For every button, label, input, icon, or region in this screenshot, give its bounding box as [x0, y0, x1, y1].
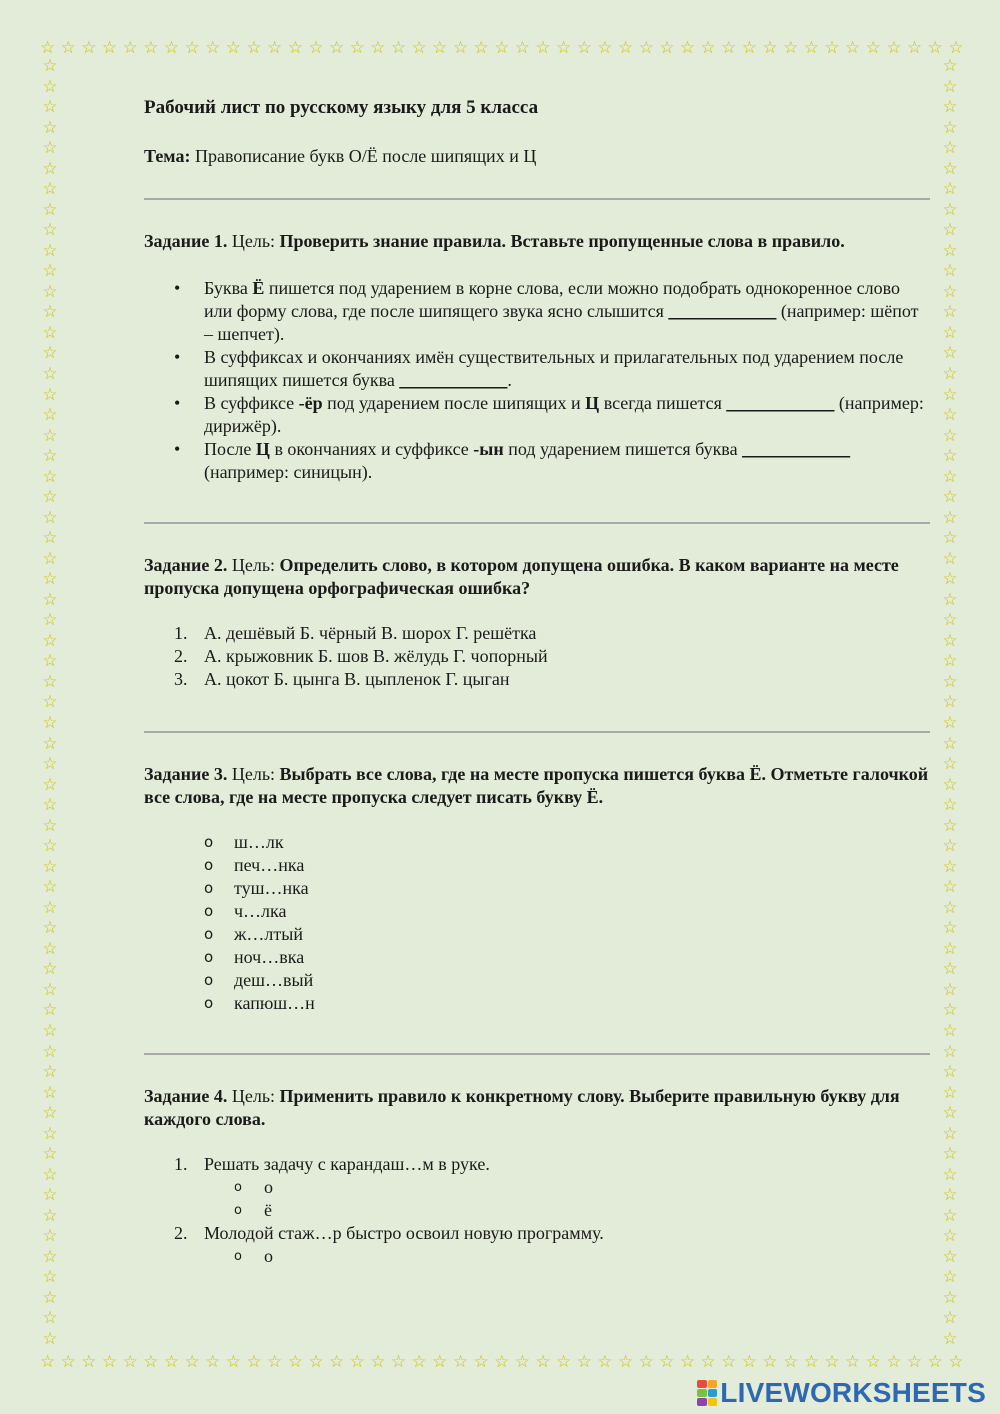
star-outline-icon: ☆ [535, 38, 551, 58]
star-outline-icon: ☆ [42, 76, 58, 97]
star-outline-icon: ☆ [576, 1352, 592, 1372]
star-outline-icon: ☆ [452, 38, 469, 58]
worksheet-topic [144, 145, 930, 168]
question-item: 2. Молодой стаж…р быстро освоил новую программу. o о [144, 1222, 930, 1268]
star-border-right [940, 58, 960, 1348]
star-outline-icon: ☆ [597, 38, 613, 58]
star-outline-icon: ☆ [42, 1185, 58, 1206]
star-outline-icon: ☆ [700, 1352, 716, 1372]
worksheet-title: Рабочий лист по русскому языку для 5 класса [144, 97, 539, 118]
star-outline-icon: ☆ [942, 815, 958, 836]
star-outline-icon: ☆ [42, 1103, 58, 1124]
star-outline-icon: ☆ [783, 1352, 799, 1372]
star-outline-icon: ☆ [942, 1103, 958, 1124]
star-outline-icon: ☆ [597, 1352, 613, 1372]
star-outline-icon: ☆ [556, 1352, 572, 1372]
star-outline-icon: ☆ [42, 733, 58, 754]
star-outline-icon: ☆ [942, 1308, 958, 1329]
star-outline-icon: ☆ [942, 979, 958, 1000]
star-outline-icon: ☆ [81, 38, 97, 58]
star-outline-icon: ☆ [865, 1352, 881, 1372]
task-3-word-list [144, 831, 930, 1015]
fill-blank[interactable]: ____________ [399, 370, 508, 390]
task-3-heading: Задание 3. Цель: Выбрать все слова, где на месте пропуска пишется буква Ё. Отметьте галочкой все слова, где на месте пропуска следует писать букву Ё. [144, 764, 929, 807]
star-outline-icon: ☆ [370, 38, 386, 58]
star-outline-icon: ☆ [42, 302, 58, 323]
star-outline-icon: ☆ [390, 1352, 407, 1372]
option-row[interactable]: 2. А. крыжовник Б. шов В. жёлудь Г. чопорный [174, 646, 548, 666]
star-outline-icon: ☆ [942, 281, 958, 302]
star-outline-icon: ☆ [42, 446, 58, 467]
star-outline-icon: ☆ [942, 1082, 958, 1103]
star-outline-icon: ☆ [942, 836, 958, 857]
star-outline-icon: ☆ [101, 38, 118, 58]
star-outline-icon: ☆ [824, 38, 840, 58]
star-outline-icon: ☆ [942, 856, 958, 877]
star-outline-icon: ☆ [494, 1352, 510, 1372]
star-outline-icon: ☆ [638, 38, 654, 58]
star-outline-icon: ☆ [942, 446, 958, 467]
star-outline-icon: ☆ [42, 959, 58, 980]
star-border-bottom [40, 1354, 964, 1374]
star-outline-icon: ☆ [927, 38, 943, 58]
star-outline-icon: ☆ [942, 733, 958, 754]
word-checkbox[interactable]: o ноч…вка [144, 946, 930, 969]
star-outline-icon: ☆ [349, 38, 365, 58]
star-outline-icon: ☆ [42, 97, 58, 118]
star-outline-icon: ☆ [42, 405, 58, 426]
star-outline-icon: ☆ [659, 38, 675, 58]
star-outline-icon: ☆ [42, 897, 58, 918]
star-outline-icon: ☆ [370, 1352, 386, 1372]
rule-item: • После Ц в окончаниях и суффиксе -ын под ударением пишется буква ____________ (например: синицын). [144, 438, 930, 484]
word-checkbox[interactable]: o туш…нка [144, 877, 930, 900]
star-outline-icon: ☆ [942, 1144, 958, 1165]
star-outline-icon: ☆ [679, 38, 696, 58]
star-outline-icon: ☆ [101, 1352, 118, 1372]
star-outline-icon: ☆ [803, 1352, 819, 1372]
star-outline-icon: ☆ [42, 1226, 58, 1247]
star-outline-icon: ☆ [942, 918, 958, 939]
star-outline-icon: ☆ [42, 548, 58, 569]
star-outline-icon: ☆ [942, 1205, 958, 1226]
star-outline-icon: ☆ [42, 158, 58, 179]
star-outline-icon: ☆ [328, 38, 345, 58]
word-checkbox[interactable]: o ш…лк [144, 831, 930, 854]
star-outline-icon: ☆ [942, 897, 958, 918]
star-outline-icon: ☆ [721, 1352, 737, 1372]
section-divider [144, 1053, 930, 1055]
star-outline-icon: ☆ [942, 1020, 958, 1041]
star-outline-icon: ☆ [942, 405, 958, 426]
star-outline-icon: ☆ [40, 38, 56, 58]
star-outline-icon: ☆ [514, 38, 530, 58]
star-outline-icon: ☆ [42, 610, 58, 631]
star-outline-icon: ☆ [42, 261, 58, 282]
star-outline-icon: ☆ [556, 38, 572, 58]
star-outline-icon: ☆ [942, 1226, 958, 1247]
answer-option[interactable]: o о [204, 1176, 930, 1199]
star-outline-icon: ☆ [942, 671, 958, 692]
task-2-options [144, 622, 930, 691]
topic-text: Правописание букв О/Ё после шипящих и Ц [190, 146, 537, 166]
star-outline-icon: ☆ [942, 507, 958, 528]
star-outline-icon: ☆ [42, 1041, 58, 1062]
star-outline-icon: ☆ [42, 343, 58, 364]
star-outline-icon: ☆ [942, 795, 958, 816]
star-outline-icon: ☆ [942, 384, 958, 405]
star-outline-icon: ☆ [473, 38, 489, 58]
star-outline-icon: ☆ [942, 138, 958, 159]
task-1-heading: Задание 1. Цель: Проверить знание правила. Вставьте пропущенные слова в правило. [144, 231, 845, 251]
star-outline-icon: ☆ [225, 38, 242, 58]
star-outline-icon: ☆ [659, 1352, 675, 1372]
star-outline-icon: ☆ [783, 38, 799, 58]
star-outline-icon: ☆ [42, 692, 58, 713]
star-outline-icon: ☆ [143, 1352, 159, 1372]
star-outline-icon: ☆ [942, 651, 958, 672]
star-outline-icon: ☆ [122, 38, 138, 58]
option-row[interactable]: 3. А. цокот Б. цынга В. цыпленок Г. цыган [174, 669, 510, 689]
star-outline-icon: ☆ [122, 1352, 138, 1372]
star-outline-icon: ☆ [42, 179, 58, 200]
star-outline-icon: ☆ [267, 38, 283, 58]
star-outline-icon: ☆ [942, 528, 958, 549]
star-outline-icon: ☆ [942, 754, 958, 775]
star-outline-icon: ☆ [942, 692, 958, 713]
star-outline-icon: ☆ [287, 1352, 303, 1372]
star-outline-icon: ☆ [42, 281, 58, 302]
liveworksheets-logo-text: LIVEWORKSHEETS [720, 1377, 986, 1408]
word-checkbox[interactable]: o ж…лтый [144, 923, 930, 946]
section-divider [144, 522, 930, 524]
star-outline-icon: ☆ [42, 56, 58, 76]
star-outline-icon: ☆ [942, 630, 958, 651]
star-outline-icon: ☆ [42, 918, 58, 939]
star-outline-icon: ☆ [40, 1352, 56, 1372]
star-outline-icon: ☆ [81, 1352, 97, 1372]
star-outline-icon: ☆ [576, 38, 592, 58]
star-outline-icon: ☆ [184, 38, 200, 58]
star-outline-icon: ☆ [349, 1352, 365, 1372]
star-outline-icon: ☆ [906, 1352, 923, 1372]
word-checkbox[interactable]: o печ…нка [144, 854, 930, 877]
star-outline-icon: ☆ [942, 1287, 958, 1308]
star-outline-icon: ☆ [942, 774, 958, 795]
star-outline-icon: ☆ [886, 1352, 902, 1372]
task-3 [144, 763, 930, 1015]
star-outline-icon: ☆ [42, 1020, 58, 1041]
star-outline-icon: ☆ [411, 1352, 427, 1372]
star-outline-icon: ☆ [844, 38, 861, 58]
star-outline-icon: ☆ [42, 1267, 58, 1288]
task-4-questions [144, 1153, 930, 1268]
star-outline-icon: ☆ [267, 1352, 283, 1372]
task-2 [144, 554, 930, 691]
star-outline-icon: ☆ [942, 1267, 958, 1288]
star-outline-icon: ☆ [942, 1164, 958, 1185]
star-outline-icon: ☆ [390, 38, 407, 58]
star-outline-icon: ☆ [741, 38, 758, 58]
star-outline-icon: ☆ [42, 1164, 58, 1185]
star-outline-icon: ☆ [942, 56, 958, 76]
star-outline-icon: ☆ [42, 1205, 58, 1226]
star-outline-icon: ☆ [942, 1000, 958, 1021]
star-outline-icon: ☆ [60, 1352, 76, 1372]
star-outline-icon: ☆ [948, 1352, 964, 1372]
star-outline-icon: ☆ [42, 1246, 58, 1267]
star-outline-icon: ☆ [42, 569, 58, 590]
star-outline-icon: ☆ [42, 1308, 58, 1329]
star-outline-icon: ☆ [411, 38, 427, 58]
star-outline-icon: ☆ [308, 1352, 324, 1372]
star-outline-icon: ☆ [942, 1185, 958, 1206]
star-outline-icon: ☆ [638, 1352, 654, 1372]
star-outline-icon: ☆ [163, 38, 180, 58]
star-outline-icon: ☆ [942, 589, 958, 610]
star-outline-icon: ☆ [942, 1328, 958, 1349]
star-outline-icon: ☆ [942, 261, 958, 282]
star-outline-icon: ☆ [452, 1352, 469, 1372]
star-outline-icon: ☆ [42, 507, 58, 528]
star-outline-icon: ☆ [42, 938, 58, 959]
star-outline-icon: ☆ [942, 363, 958, 384]
star-outline-icon: ☆ [942, 713, 958, 733]
star-outline-icon: ☆ [42, 979, 58, 1000]
star-outline-icon: ☆ [886, 38, 902, 58]
star-outline-icon: ☆ [803, 38, 819, 58]
star-outline-icon: ☆ [942, 97, 958, 118]
star-outline-icon: ☆ [942, 343, 958, 364]
star-outline-icon: ☆ [42, 836, 58, 857]
star-outline-icon: ☆ [42, 1328, 58, 1349]
answer-options [204, 1176, 930, 1222]
star-outline-icon: ☆ [246, 38, 262, 58]
rule-item: • В суффиксах и окончаниях имён существительных и прилагательных под ударением после шипящих пишется буква ____________. [144, 346, 930, 392]
star-outline-icon: ☆ [42, 774, 58, 795]
fill-blank[interactable]: ____________ [668, 301, 777, 321]
star-outline-icon: ☆ [514, 1352, 530, 1372]
star-outline-icon: ☆ [942, 938, 958, 959]
star-outline-icon: ☆ [42, 363, 58, 384]
star-outline-icon: ☆ [42, 487, 58, 508]
option-row[interactable]: 1. А. дешёвый Б. чёрный В. шорох Г. решётка [174, 623, 537, 643]
star-outline-icon: ☆ [942, 466, 958, 487]
star-outline-icon: ☆ [942, 610, 958, 631]
star-outline-icon: ☆ [42, 528, 58, 549]
star-outline-icon: ☆ [205, 38, 221, 58]
star-outline-icon: ☆ [42, 856, 58, 877]
star-outline-icon: ☆ [42, 466, 58, 487]
section-divider [144, 731, 930, 733]
star-outline-icon: ☆ [163, 1352, 180, 1372]
star-outline-icon: ☆ [42, 651, 58, 672]
star-outline-icon: ☆ [42, 138, 58, 159]
star-outline-icon: ☆ [246, 1352, 262, 1372]
star-outline-icon: ☆ [942, 959, 958, 980]
liveworksheets-logo[interactable] [697, 1378, 986, 1408]
task-1-rules [144, 277, 930, 484]
worksheet-content [144, 96, 930, 1268]
star-border-top [40, 40, 964, 60]
star-outline-icon: ☆ [948, 38, 964, 58]
star-outline-icon: ☆ [494, 38, 510, 58]
star-outline-icon: ☆ [143, 38, 159, 58]
star-outline-icon: ☆ [942, 569, 958, 590]
word-checkbox[interactable]: o деш…вый [144, 969, 930, 992]
star-outline-icon: ☆ [906, 38, 923, 58]
star-outline-icon: ☆ [942, 117, 958, 138]
star-outline-icon: ☆ [42, 1144, 58, 1165]
star-outline-icon: ☆ [432, 38, 448, 58]
answer-options [204, 1245, 930, 1268]
star-outline-icon: ☆ [942, 179, 958, 200]
answer-option[interactable]: o ё [204, 1199, 930, 1222]
star-outline-icon: ☆ [42, 199, 58, 220]
star-outline-icon: ☆ [617, 1352, 634, 1372]
star-outline-icon: ☆ [942, 158, 958, 179]
star-outline-icon: ☆ [824, 1352, 840, 1372]
star-outline-icon: ☆ [225, 1352, 242, 1372]
star-border-left [40, 58, 60, 1348]
star-outline-icon: ☆ [942, 76, 958, 97]
star-outline-icon: ☆ [942, 240, 958, 261]
star-outline-icon: ☆ [762, 38, 778, 58]
word-checkbox[interactable]: o ч…лка [144, 900, 930, 923]
star-outline-icon: ☆ [42, 1062, 58, 1083]
star-outline-icon: ☆ [42, 671, 58, 692]
star-outline-icon: ☆ [287, 38, 303, 58]
star-outline-icon: ☆ [42, 425, 58, 446]
star-outline-icon: ☆ [942, 548, 958, 569]
star-outline-icon: ☆ [617, 38, 634, 58]
star-outline-icon: ☆ [762, 1352, 778, 1372]
star-outline-icon: ☆ [844, 1352, 861, 1372]
star-outline-icon: ☆ [42, 1082, 58, 1103]
star-outline-icon: ☆ [473, 1352, 489, 1372]
star-outline-icon: ☆ [42, 754, 58, 775]
star-outline-icon: ☆ [42, 815, 58, 836]
star-outline-icon: ☆ [184, 1352, 200, 1372]
star-outline-icon: ☆ [942, 322, 958, 343]
star-outline-icon: ☆ [42, 795, 58, 816]
star-outline-icon: ☆ [42, 117, 58, 138]
star-outline-icon: ☆ [328, 1352, 345, 1372]
star-outline-icon: ☆ [942, 1246, 958, 1267]
star-outline-icon: ☆ [942, 1041, 958, 1062]
task-1 [144, 230, 930, 484]
star-outline-icon: ☆ [42, 322, 58, 343]
star-outline-icon: ☆ [42, 630, 58, 651]
fill-blank[interactable]: ____________ [742, 439, 851, 459]
star-outline-icon: ☆ [42, 1123, 58, 1144]
task-2-heading: Задание 2. Цель: Определить слово, в котором допущена ошибка. В каком варианте на месте пропуска допущена орфографическая ошибка? [144, 555, 899, 598]
star-outline-icon: ☆ [700, 38, 716, 58]
star-outline-icon: ☆ [42, 240, 58, 261]
star-outline-icon: ☆ [942, 220, 958, 241]
star-outline-icon: ☆ [205, 1352, 221, 1372]
star-outline-icon: ☆ [679, 1352, 696, 1372]
section-divider [144, 198, 930, 200]
rule-item: • В суффиксе -ёр под ударением после шипящих и Ц всегда пишется ____________ (например: дирижёр). [144, 392, 930, 438]
star-outline-icon: ☆ [42, 877, 58, 898]
question-item: 1. Решать задачу с карандаш…м в руке. o о o ё [144, 1153, 930, 1222]
star-outline-icon: ☆ [942, 487, 958, 508]
star-outline-icon: ☆ [535, 1352, 551, 1372]
star-outline-icon: ☆ [927, 1352, 943, 1372]
task-4 [144, 1085, 930, 1268]
answer-option[interactable]: o о [204, 1245, 930, 1268]
star-outline-icon: ☆ [42, 589, 58, 610]
topic-label: Тема: [144, 146, 191, 166]
star-outline-icon: ☆ [942, 199, 958, 220]
star-outline-icon: ☆ [942, 1123, 958, 1144]
star-outline-icon: ☆ [308, 38, 324, 58]
star-outline-icon: ☆ [942, 877, 958, 898]
star-outline-icon: ☆ [432, 1352, 448, 1372]
rule-item: • Буква Ё пишется под ударением в корне слова, если можно подобрать однокоренное слово или форму слова, где после шипящего звука ясно слышится ____________ (например: шёпот – шепчет). [144, 277, 930, 346]
star-outline-icon: ☆ [42, 1287, 58, 1308]
star-outline-icon: ☆ [942, 302, 958, 323]
star-outline-icon: ☆ [741, 1352, 758, 1372]
star-outline-icon: ☆ [865, 38, 881, 58]
star-outline-icon: ☆ [942, 1062, 958, 1083]
task-4-heading: Задание 4. Цель: Применить правило к конкретному слову. Выберите правильную букву для каждого слова. [144, 1086, 900, 1129]
star-outline-icon: ☆ [42, 1000, 58, 1021]
star-outline-icon: ☆ [942, 425, 958, 446]
star-outline-icon: ☆ [42, 220, 58, 241]
star-outline-icon: ☆ [60, 38, 76, 58]
fill-blank[interactable]: ____________ [726, 393, 835, 413]
liveworksheets-logo-icon [697, 1380, 717, 1406]
star-outline-icon: ☆ [42, 713, 58, 733]
star-outline-icon: ☆ [42, 384, 58, 405]
word-checkbox[interactable]: o капюш…н [144, 992, 930, 1015]
star-outline-icon: ☆ [721, 38, 737, 58]
